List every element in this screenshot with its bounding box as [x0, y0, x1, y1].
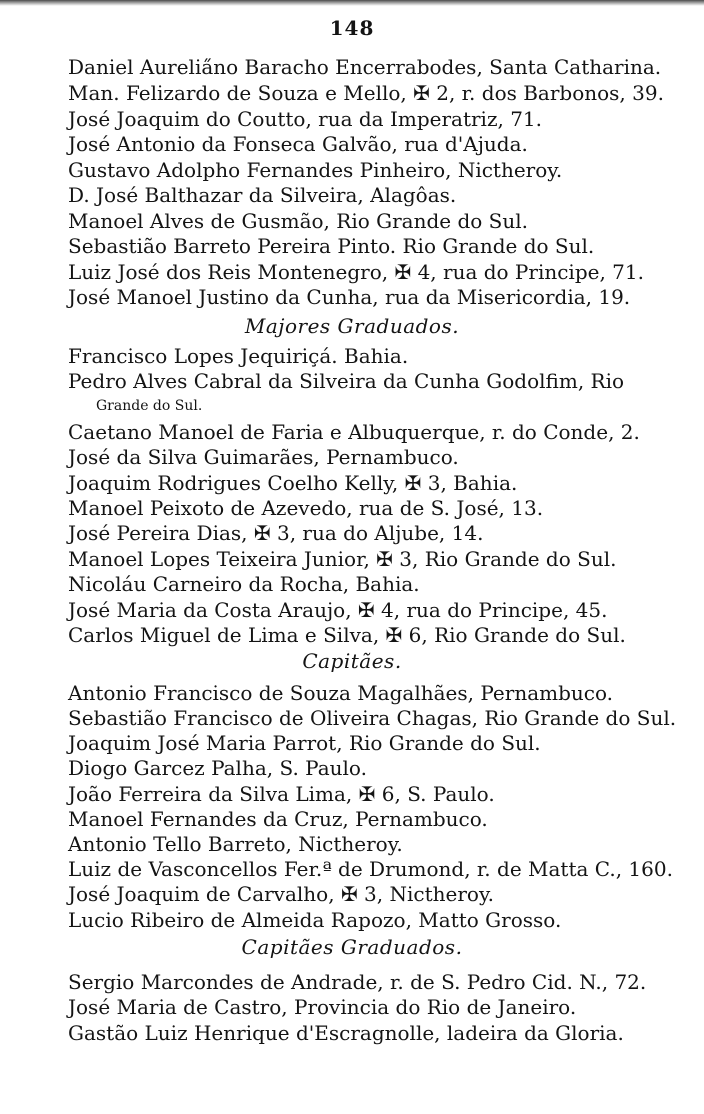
list-item: Daniel Aurelia̋no Baracho Encerrabodes, Santa Catharina.	[68, 55, 662, 79]
list-item: Caetano Manoel de Faria e Albuquerque, r. do Conde, 2.	[68, 420, 640, 444]
list-item: Diogo Garcez Palha, S. Paulo.	[68, 756, 367, 780]
list-item: Luiz de Vasconcellos Fer.ª de Drumond, r. de Matta C., 160.	[68, 857, 673, 881]
list-item: José Joaquim do Coutto, rua da Imperatriz, 71.	[68, 107, 543, 131]
list-item: José Manoel Justino da Cunha, rua da Misericordia, 19.	[68, 285, 631, 309]
list-item: José Pereira Dias, ✠ 3, rua do Aljube, 14.	[68, 521, 484, 545]
section-heading-majores-graduados: Majores Graduados.	[244, 314, 460, 338]
page-top-edge	[0, 0, 704, 6]
page-number: 148	[329, 16, 375, 40]
list-item: Sergio Marcondes de Andrade, r. de S. Pedro Cid. N., 72.	[68, 970, 647, 994]
list-item: Antonio Tello Barreto, Nictheroy.	[68, 832, 403, 856]
list-item: Manoel Lopes Teixeira Junior, ✠ 3, Rio Grande do Sul.	[68, 547, 617, 571]
list-item: Joaquim José Maria Parrot, Rio Grande do Sul.	[68, 731, 541, 755]
list-item: José Maria da Costa Araujo, ✠ 4, rua do Principe, 45.	[68, 598, 608, 622]
list-item: Sebastião Francisco de Oliveira Chagas, Rio Grande do Sul.	[68, 706, 677, 730]
list-item: João Ferreira da Silva Lima, ✠ 6, S. Paulo.	[68, 782, 495, 806]
list-item: José Maria de Castro, Provincia do Rio de Janeiro.	[68, 995, 577, 1019]
list-item: Francisco Lopes Jequiriçá. Bahia.	[68, 344, 409, 368]
list-item: Lucio Ribeiro de Almeida Rapozo, Matto Grosso.	[68, 908, 562, 932]
list-item: Carlos Miguel de Lima e Silva, ✠ 6, Rio Grande do Sul.	[68, 623, 626, 647]
list-item: Antonio Francisco de Souza Magalhães, Pernambuco.	[68, 681, 614, 705]
list-item: Sebastião Barreto Pereira Pinto. Rio Grande do Sul.	[68, 234, 595, 258]
list-item: Gastão Luiz Henrique d'Escragnolle, ladeira da Gloria.	[68, 1021, 624, 1045]
list-item: José Antonio da Fonseca Galvão, rua d'Ajuda.	[68, 132, 528, 156]
list-item: Luiz José dos Reis Montenegro, ✠ 4, rua do Principe, 71.	[68, 260, 644, 284]
list-item: Gustavo Adolpho Fernandes Pinheiro, Nictheroy.	[68, 158, 563, 182]
list-item: José da Silva Guimarães, Pernambuco.	[68, 445, 459, 469]
list-item: Nicoláu Carneiro da Rocha, Bahia.	[68, 572, 420, 596]
list-item-continuation: Grande do Sul.	[96, 398, 203, 414]
list-item: Manoel Fernandes da Cruz, Pernambuco.	[68, 807, 488, 831]
section-heading-capitaes: Capitães.	[302, 649, 402, 673]
list-item: Pedro Alves Cabral da Silveira da Cunha Godolfim, Rio	[68, 369, 625, 393]
list-item: Manoel Peixoto de Azevedo, rua de S. José, 13.	[68, 496, 544, 520]
list-item: Man. Felizardo de Souza e Mello, ✠ 2, r. dos Barbonos, 39.	[68, 81, 664, 105]
list-item: Manoel Alves de Gusmão, Rio Grande do Sul.	[68, 209, 528, 233]
list-item: José Joaquim de Carvalho, ✠ 3, Nictheroy.	[68, 882, 494, 906]
list-item: D. José Balthazar da Silveira, Alagôas.	[68, 183, 457, 207]
section-heading-capitaes-graduados: Capitães Graduados.	[241, 935, 463, 959]
list-item: Joaquim Rodrigues Coelho Kelly, ✠ 3, Bahia.	[68, 471, 518, 495]
